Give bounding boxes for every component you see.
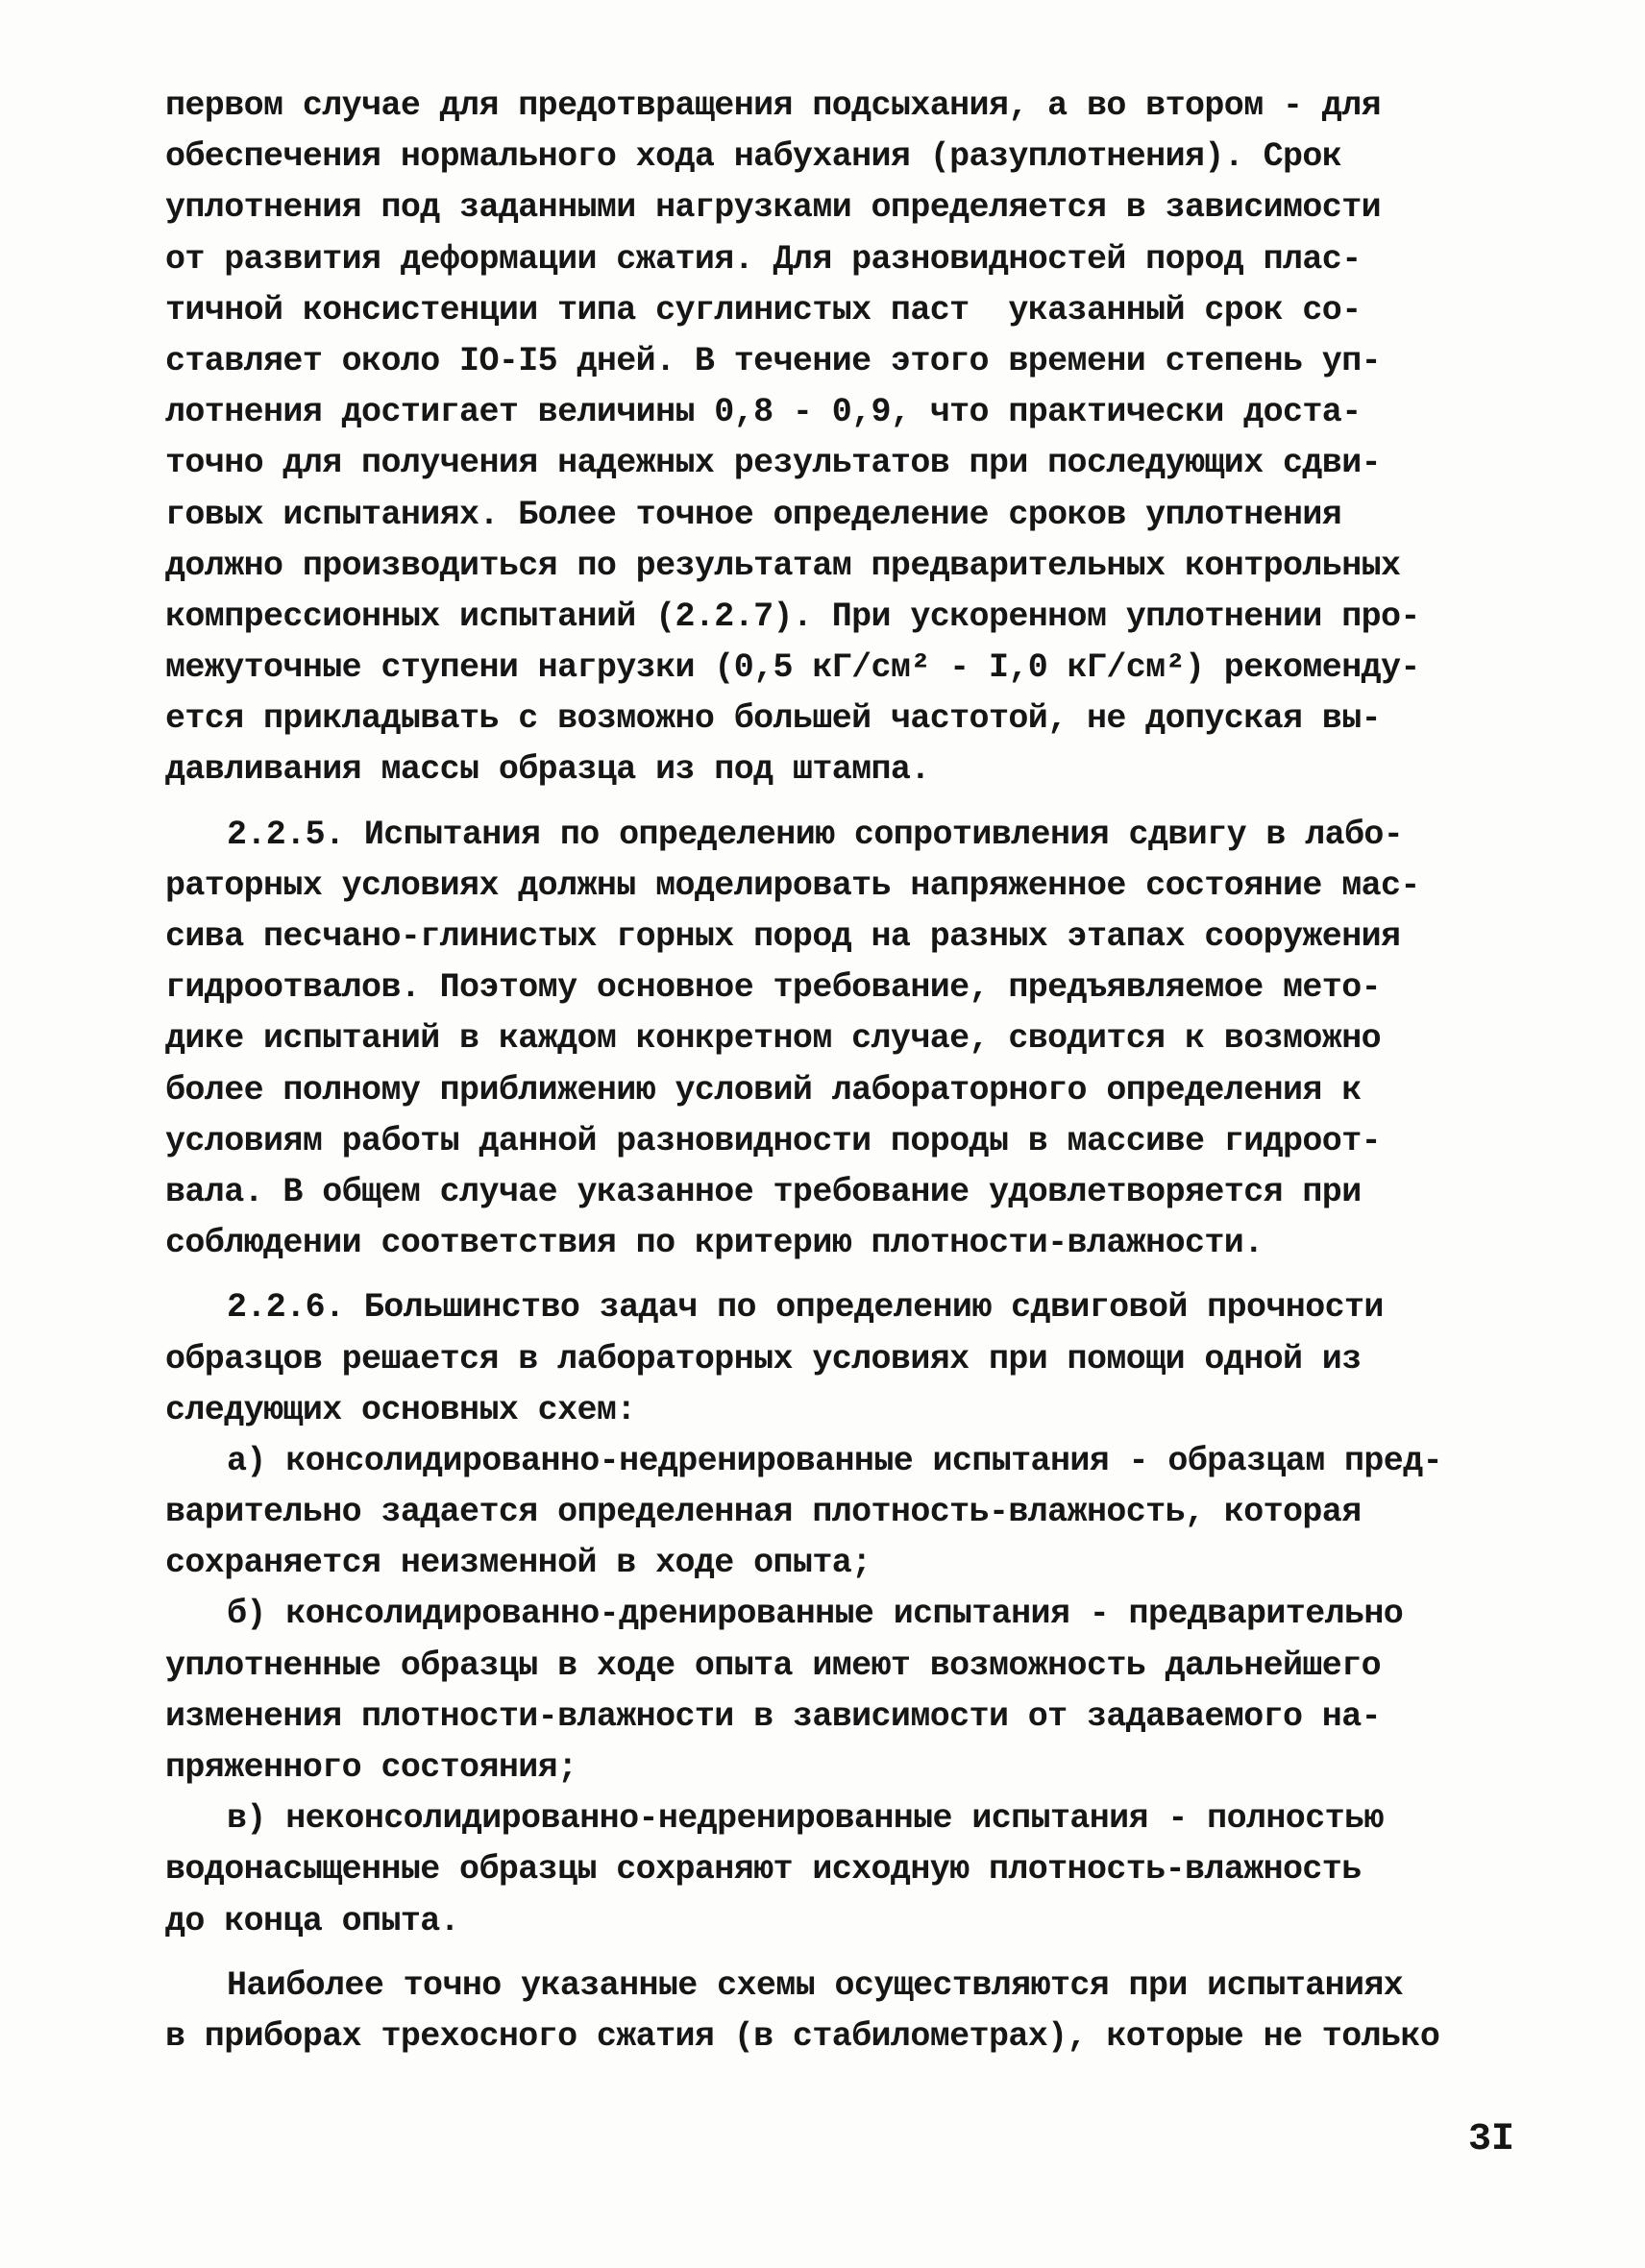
text-line: в приборах трехосного сжатия (в стабилометрах), которые не только <box>165 2016 1440 2056</box>
list-item-a <box>165 1436 1520 1590</box>
text-line: раторных условиях должны моделировать напряженное состояние мас- <box>165 866 1420 905</box>
text-line: тичной консистенции типа суглинистых паст указанный срок со- <box>165 290 1362 329</box>
text-line: образцов решается в лабораторных условиях при помощи одной из <box>165 1339 1362 1378</box>
text-line: изменения плотности-влажности в зависимости от задаваемого на- <box>165 1696 1382 1736</box>
text-line: б) консолидированно-дренированные испытания - предварительно <box>227 1595 1404 1634</box>
text-line: гидроотвалов. Поэтому основное требование, предъявляемое мето- <box>165 968 1382 1008</box>
text-line: от развития деформации сжатия. Для разновидностей пород плас- <box>165 239 1362 279</box>
text-line: более полному приближению условий лабораторного определения к <box>165 1070 1362 1110</box>
text-line: первом случае для предотвращения подсыхания, а во втором - для <box>165 86 1382 125</box>
text-line: компрессионных испытаний (2.2.7). При ускоренном уплотнении про- <box>165 597 1420 636</box>
text-line: говых испытаниях. Более точное определение сроков уплотнения <box>165 495 1342 534</box>
text-line: варительно задается определенная плотность-влажность, которая <box>165 1493 1362 1532</box>
text-line: дике испытаний в каждом конкретном случае, сводится к возможно <box>165 1019 1382 1059</box>
text-line: водонасыщенные образцы сохраняют исходную плотность-влажность <box>165 1850 1362 1890</box>
text-line: до конца опыта. <box>165 1901 460 1940</box>
text-line: давливания массы образца из под штампа. <box>165 750 930 790</box>
text-line: 2.2.6. Большинство задач по определению сдвиговой прочности <box>227 1288 1384 1328</box>
text-line: сива песчано-глинистых горных пород на разных этапах сооружения <box>165 917 1401 956</box>
text-line: Наиболее точно указанные схемы осуществляются при испытаниях <box>227 1965 1404 2005</box>
text-line: должно производиться по результатам предварительных контрольных <box>165 546 1401 585</box>
text-line: вала. В общем случае указанное требование удовлетворяется при <box>165 1172 1362 1211</box>
text-line: следующих основных схем: <box>165 1390 636 1429</box>
list-item-v <box>165 1793 1520 1947</box>
text-line: 2.2.5. Испытания по определению сопротивления сдвигу в лабо- <box>227 815 1404 854</box>
paragraph-2-2-6 <box>165 1282 1520 1436</box>
paragraph-continuation <box>165 81 1520 796</box>
paragraph-2-2-5 <box>165 810 1520 1270</box>
text-line: соблюдении соответствия по критерию плотности-влажности. <box>165 1224 1264 1263</box>
text-line: межуточные ступени нагрузки (0,5 кГ/см² - I,0 кГ/см²) рекоменду- <box>165 648 1420 688</box>
body-text <box>165 81 1520 2062</box>
text-line: условиям работы данной разновидности породы в массиве гидроот- <box>165 1121 1382 1160</box>
text-line: уплотнения под заданными нагрузками определяется в зависимости <box>165 188 1382 228</box>
text-line: уплотненные образцы в ходе опыта имеют возможность дальнейшего <box>165 1646 1382 1685</box>
text-line: точно для получения надежных результатов при последующих сдви- <box>165 444 1382 483</box>
page-number: 3I <box>1468 2118 1515 2161</box>
text-line: а) консолидированно-недренированные испытания - образцам пред- <box>227 1441 1443 1480</box>
text-line: обеспечения нормального хода набухания (разуплотнения). Срок <box>165 137 1342 177</box>
paragraph-closing <box>165 1961 1520 2062</box>
text-line: пряженного состояния; <box>165 1748 577 1787</box>
list-item-b <box>165 1589 1520 1793</box>
text-line: сохраняется неизменной в ходе опыта; <box>165 1544 872 1583</box>
text-line: лотнения достигает величины 0,8 - 0,9, что практически доста- <box>165 393 1362 432</box>
text-line: ется прикладывать с возможно большей частотой, не допуская вы- <box>165 699 1382 739</box>
text-line: ставляет около IO-I5 дней. В течение этого времени степень уп- <box>165 341 1382 380</box>
text-line: в) неконсолидированно-недренированные испытания - полностью <box>227 1799 1384 1839</box>
